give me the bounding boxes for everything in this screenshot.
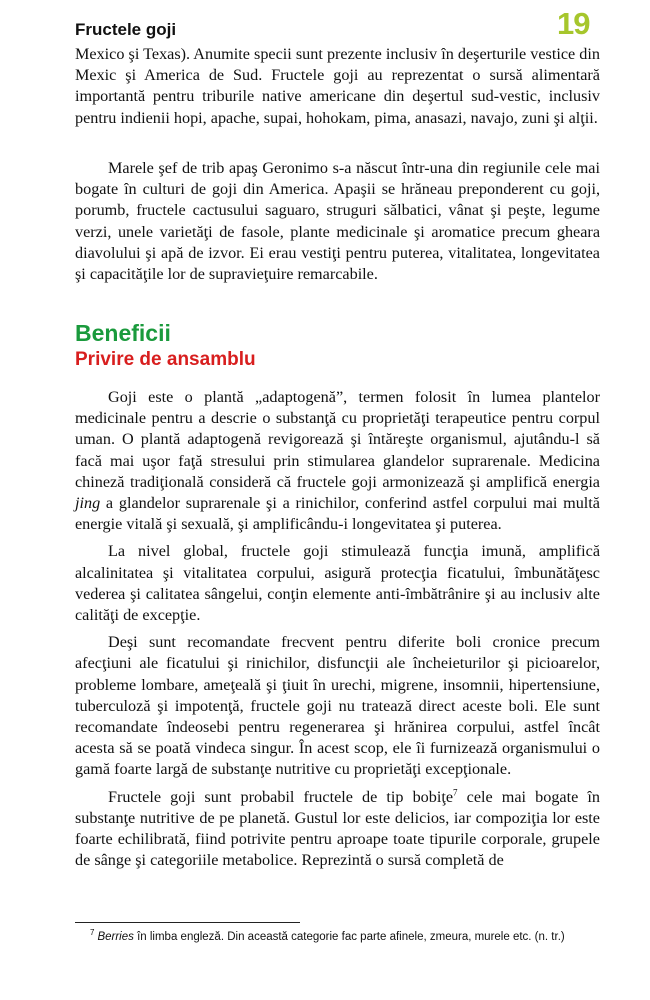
section-heading: Beneficii	[75, 320, 171, 346]
text-run: Fructele goji sunt probabil fructele de tip bobiţe	[108, 787, 454, 806]
text-run: Goji este o plantă „adaptogenă”, termen folosit în lumea plantelor medicinale pentru a descrie o substanţă cu proprietăţi terapeutice pentru corpul uman. O plantă adaptogenă revigorează şi întăreşte organismul, ajutându-l să facă mai uşor faţă stresului prin stimularea glandelor suprarenale. Medicina chineză tradiţională consideră că fructele goji armonizează şi amplifică energia	[75, 388, 600, 491]
paragraph-nutrients	[75, 787, 600, 872]
text-run: cele mai bogate în substanţe nutritive de pe planetă. Gustul lor este delicios, iar compoziţia lor este foarte echilibrată, fiind potrivite pentru aproape toate tipurile corporale, grupele de sânge şi categoriile metabolice. Reprezintă o sursă completă de	[75, 787, 600, 870]
paragraph-text: Marele şef de trib apaş Geronimo s-a născut într-una din regiunile cele mai bogate în culturi de goji din America. Apaşii se hrăneau preponderent cu goji, porumb, fructele cactusului saguaro, struguri sălbatici, vânat şi peşte, legume verzi, unele varietăţi de fasole, plante medicinale şi aromatice precum gheara diavolului şi apă de izvor. Ei erau vestiţi pentru puterea, vitalitatea, longevitatea şi capacităţile lor de supravieţuire remarcabile.	[75, 159, 600, 284]
section-body	[75, 387, 600, 871]
text-run: a glandelor suprarenale şi a rinichilor, conferind astfel corpului mai multă energie vitală şi sexuală, şi amplificându-i longevitatea şi puterea.	[75, 494, 600, 534]
subsection-heading: Privire de ansamblu	[75, 349, 256, 370]
footnote-reference[interactable]: 7	[453, 787, 458, 798]
running-title: Fructele goji	[75, 20, 177, 39]
intro-paragraph-1	[75, 44, 600, 129]
intro-paragraph-2	[75, 158, 600, 285]
footnote	[90, 928, 610, 943]
italic-term-jing: jing	[75, 494, 101, 513]
paragraph-global-benefits: La nivel global, fructele goji stimulează funcţia imună, amplifică alcalinitatea şi vitalitatea corpului, asigură protecţia ficatului, îmbunătăţesc vederea şi calitatea sângelui, conţin elemente anti-îmbătrânire şi au inclusiv alte calităţi de excepţie.	[75, 542, 600, 625]
paragraph-adaptogen	[75, 387, 600, 535]
page-number: 19	[557, 6, 590, 41]
paragraph-chronic-diseases: Deşi sunt recomandate frecvent pentru diferite boli cronice precum afecţiuni ale ficatului şi rinichilor, disfuncţii ale încheieturilor şi picioarelor, probleme lombare, ameţeală şi ţiuit în urechi, migrene, insomnii, hipertensiune, tuberculoză şi impotenţă, fructele goji nu tratează direct aceste boli. Ele sunt recomandate îndeosebi pentru regenerarea şi hrănirea corpului, astfel încât acesta să se poată vindeca singur. În acest scop, ele îi furnizează organismului o gamă foarte largă de substanţe nutritive cu proprietăţi excepţionale.	[75, 633, 600, 779]
paragraph-text: Mexico şi Texas). Anumite specii sunt prezente inclusiv în deşerturile vestice din Mexic şi America de Sud. Fructele goji au reprezentat o sursă alimentară importantă pentru triburile native americane din deşertul sud-vestic, inclusiv pentru indienii hopi, apache, supai, hohokam, pima, anasazi, navajo, zuni şi alţii.	[75, 45, 600, 127]
footnote-number: 7	[90, 928, 95, 938]
footnote-divider	[75, 922, 300, 923]
footnote-text: în limba engleză. Din această categorie fac parte afinele, zmeura, murele etc. (n. tr.)	[133, 931, 565, 943]
footnote-italic-term: Berries	[97, 931, 134, 943]
